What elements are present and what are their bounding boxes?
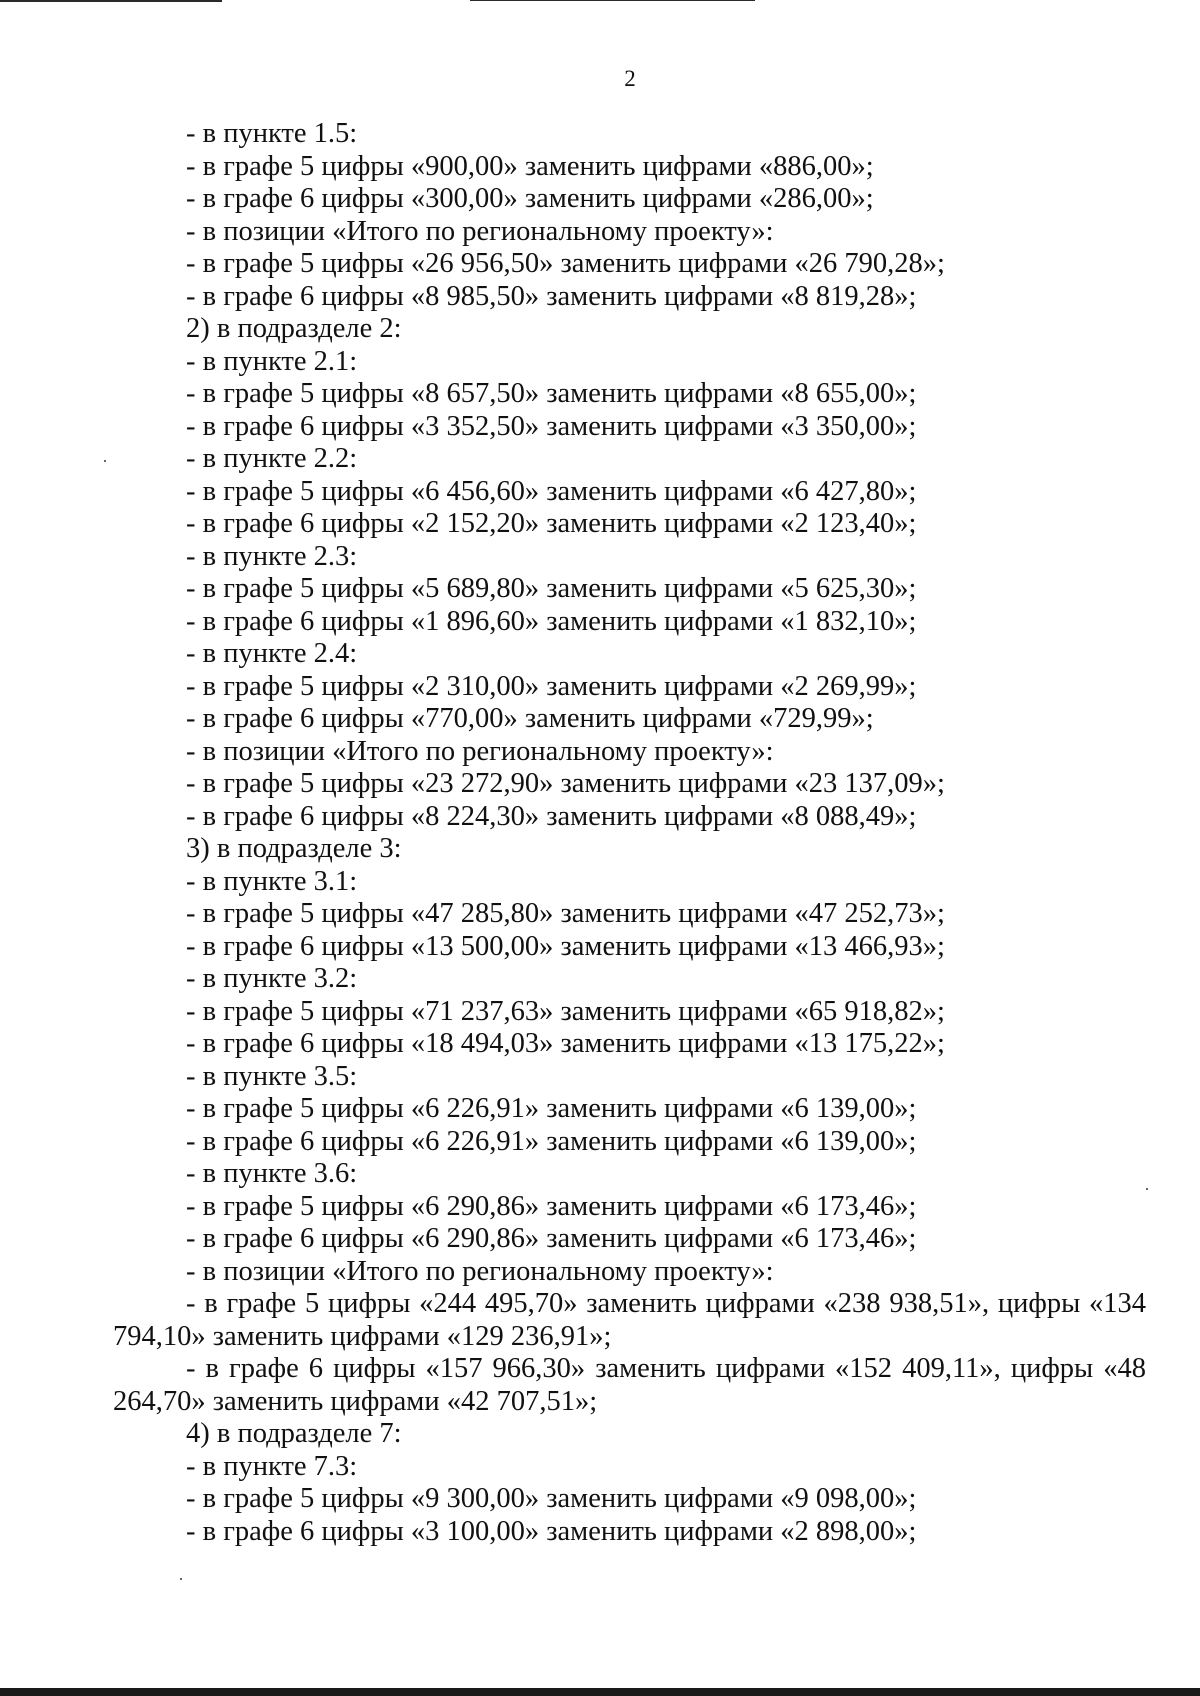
- amendment-line: - в графе 5 цифры «5 689,80» заменить цифрами «5 625,30»;: [186, 573, 917, 604]
- amendment-line: - в пункте 2.1:: [186, 345, 358, 377]
- amendment-line: - в пункте 1.5:: [186, 118, 358, 149]
- amendment-list-part2: [186, 1418, 1146, 1548]
- amendment-line: - в позиции «Итого по региональному проекту»:: [186, 215, 774, 247]
- amendment-line: - в пункте 7.3:: [186, 1450, 358, 1482]
- amendment-line: - в пункте 2.4:: [186, 638, 358, 669]
- amendment-line: - в графе 5 цифры «47 285,80» заменить цифрами «47 252,73»;: [186, 898, 945, 929]
- amendment-line: - в графе 5 цифры «6 226,91» заменить цифрами «6 139,00»;: [186, 1093, 917, 1124]
- amendment-line: - в графе 6 цифры «2 152,20» заменить цифрами «2 123,40»;: [186, 508, 917, 539]
- document-body: [113, 118, 1146, 1548]
- amendment-line: - в позиции «Итого по региональному проекту»:: [186, 735, 774, 767]
- amendment-line: - в графе 5 цифры «23 272,90» заменить цифрами «23 137,09»;: [186, 768, 945, 799]
- scan-edge-top-middle: [470, 0, 755, 1]
- amendment-line: - в пункте 2.2:: [186, 443, 358, 474]
- amendment-line: - в пункте 2.3:: [186, 540, 358, 572]
- amendment-paragraph: - в графе 6 цифры «157 966,30» заменить цифрами «152 409,11», цифры «48 264,70» заменить цифрами «42 707,51»;: [113, 1353, 1146, 1417]
- scan-speck: [1146, 1188, 1148, 1190]
- amendment-line: - в графе 5 цифры «900,00» заменить цифрами «886,00»;: [186, 150, 874, 182]
- scan-edge-top-left: [0, 0, 222, 2]
- amendment-line: - в графе 6 цифры «300,00» заменить цифрами «286,00»;: [186, 183, 874, 214]
- amendment-line: - в графе 6 цифры «3 100,00» заменить цифрами «2 898,00»;: [186, 1515, 917, 1547]
- amendment-line: - в графе 6 цифры «770,00» заменить цифрами «729,99»;: [186, 703, 874, 734]
- amendment-line: - в графе 6 цифры «8 224,30» заменить цифрами «8 088,49»;: [186, 800, 917, 832]
- amendment-line: 3) в подразделе 3:: [186, 833, 402, 864]
- amendment-line: - в графе 6 цифры «18 494,03» заменить цифрами «13 175,22»;: [186, 1028, 945, 1059]
- amendment-line: - в графе 5 цифры «8 657,50» заменить цифрами «8 655,00»;: [186, 378, 917, 409]
- amendment-paragraphs: [113, 1288, 1146, 1418]
- scan-speck: [180, 1578, 182, 1580]
- amendment-line: - в пункте 3.6:: [186, 1158, 358, 1189]
- amendment-line: - в графе 5 цифры «26 956,50» заменить цифрами «26 790,28»;: [186, 248, 945, 279]
- amendment-line: - в графе 6 цифры «3 352,50» заменить цифрами «3 350,00»;: [186, 410, 917, 442]
- amendment-line: - в пункте 3.2:: [186, 963, 358, 994]
- amendment-paragraph: - в графе 5 цифры «244 495,70» заменить цифрами «238 938,51», цифры «134 794,10» заменить цифрами «129 236,91»;: [113, 1288, 1146, 1352]
- amendment-line: - в графе 5 цифры «6 290,86» заменить цифрами «6 173,46»;: [186, 1190, 917, 1222]
- amendment-line: - в графе 6 цифры «1 896,60» заменить цифрами «1 832,10»;: [186, 605, 917, 637]
- scan-edge-bottom: [0, 1688, 1200, 1696]
- amendment-line: - в графе 6 цифры «8 985,50» заменить цифрами «8 819,28»;: [186, 280, 917, 312]
- amendment-line: - в пункте 3.5:: [186, 1060, 358, 1092]
- amendment-line: 2) в подразделе 2:: [186, 313, 402, 344]
- amendment-line: - в графе 5 цифры «6 456,60» заменить цифрами «6 427,80»;: [186, 475, 917, 507]
- page-number: 2: [624, 66, 636, 91]
- amendment-line: - в графе 5 цифры «71 237,63» заменить цифрами «65 918,82»;: [186, 995, 945, 1027]
- amendment-line: - в графе 5 цифры «9 300,00» заменить цифрами «9 098,00»;: [186, 1483, 917, 1514]
- amendment-line: 4) в подразделе 7:: [186, 1418, 402, 1449]
- scan-speck: [104, 460, 106, 462]
- amendment-line: - в графе 6 цифры «13 500,00» заменить цифрами «13 466,93»;: [186, 930, 945, 962]
- amendment-line: - в графе 6 цифры «6 226,91» заменить цифрами «6 139,00»;: [186, 1125, 917, 1157]
- amendment-line: - в позиции «Итого по региональному проекту»:: [186, 1255, 774, 1287]
- amendment-line: - в графе 6 цифры «6 290,86» заменить цифрами «6 173,46»;: [186, 1223, 917, 1254]
- amendment-list-part1: [186, 118, 1146, 1288]
- amendment-line: - в графе 5 цифры «2 310,00» заменить цифрами «2 269,99»;: [186, 670, 917, 702]
- amendment-line: - в пункте 3.1:: [186, 865, 358, 897]
